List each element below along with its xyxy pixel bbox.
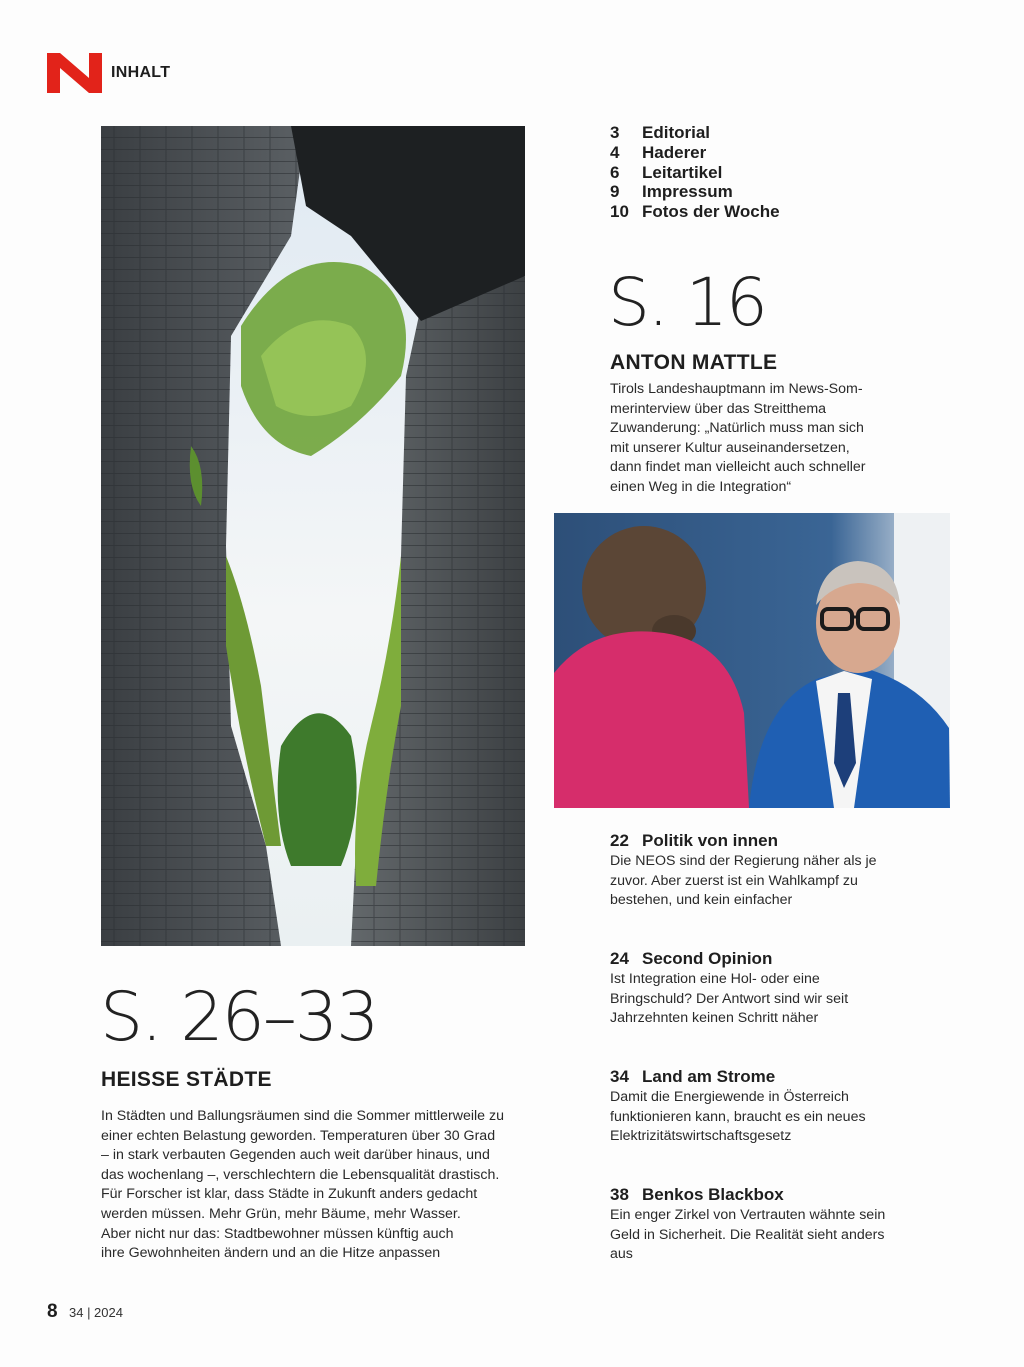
teaser-line: merinterview über das Streitthema: [610, 400, 827, 417]
toc-description: Ein enger Zirkel von Vertrauten wähnte sein Geld in Sicherheit. Die Realität sieht anders aus: [610, 1207, 886, 1263]
toc-entry[interactable]: [610, 1185, 910, 1265]
teaser-line: In Städten und Ballungsräumen sind die Sommer mittlerweile zu: [101, 1108, 504, 1124]
news-logo-icon: [47, 53, 102, 93]
toc-description: Ist Integration eine Hol- oder eine Bringschuld? Der Antwort sind wir seit Jahrzehnten keinen Schritt näher: [610, 971, 849, 1027]
toc-page-number: 22: [610, 831, 629, 850]
teaser-line: – in stark verbauten Gegenden auch weit darüber hinaus, und: [101, 1147, 490, 1164]
issue-number: 34 | 2024: [69, 1305, 123, 1320]
courtyard-photo: [101, 126, 525, 946]
toc-title: Politik von innen: [642, 831, 779, 850]
toc-title: Leitartikel: [642, 162, 723, 182]
toc-page-number: 24: [610, 949, 629, 968]
teaser-line: Aber nicht nur das: Stadtbewohner müssen künftig auch: [101, 1225, 454, 1242]
teaser-line: Zuwanderung: „Natürlich muss man sich: [610, 420, 864, 437]
toc-title: Editorial: [642, 123, 711, 142]
toc-entry[interactable]: [610, 1067, 910, 1147]
toc-page-number: 10: [610, 202, 629, 222]
feature-title[interactable]: HEISSE STÄDTE: [101, 1068, 272, 1091]
teaser-line: einen Weg in die Integration“: [610, 478, 792, 495]
toc-row[interactable]: [610, 202, 970, 222]
toc-row[interactable]: [610, 163, 970, 183]
toc-row[interactable]: [610, 123, 970, 143]
toc-page-number: 3: [610, 123, 620, 142]
toc-title: Second Opinion: [642, 949, 773, 968]
feature-page-number: S. 16: [608, 264, 766, 341]
feature-page-number: S. 26–33: [100, 978, 378, 1057]
toc-page-number: 34: [610, 1067, 629, 1086]
toc-description: Damit die Energiewende in Österreich funktionieren kann, braucht es ein neues Elektrizitätswirtschaftsgesetz: [610, 1089, 866, 1145]
teaser-line: mit unserer Kultur auseinandersetzen,: [610, 439, 850, 456]
toc-row[interactable]: [610, 182, 970, 202]
toc-row[interactable]: [610, 143, 970, 163]
toc-entry[interactable]: [610, 949, 910, 1029]
toc-page-number: 6: [610, 162, 620, 182]
interview-photo: [554, 513, 950, 808]
toc-page-number: 4: [610, 142, 620, 162]
teaser-line: Für Forscher ist klar, dass Städte in Zukunft anders gedacht: [101, 1186, 478, 1203]
teaser-line: Tirols Landeshauptmann im News-Som-: [610, 381, 863, 397]
toc-title: Impressum: [642, 182, 733, 202]
toc-title: Fotos der Woche: [642, 202, 780, 222]
teaser-line: dann findet man vielleicht auch schneller: [610, 459, 866, 476]
teaser-line: das wochenlang –, verschlechtern die Lebensqualität drastisch.: [101, 1166, 500, 1183]
toc-title: Benkos Blackbox: [642, 1185, 784, 1204]
teaser-line: werden müssen. Mehr Grün, mehr Bäume, mehr Wasser.: [101, 1205, 461, 1222]
teaser-line: ihre Gewohnheiten ändern und an die Hitze anpassen: [101, 1245, 441, 1262]
toc-entry[interactable]: [610, 831, 910, 911]
feature-title[interactable]: ANTON MATTLE: [610, 351, 778, 374]
feature-teaser: [610, 380, 895, 498]
toc-title: Land am Strome: [642, 1067, 776, 1086]
page-number: 8: [47, 1301, 58, 1322]
toc-page-number: 9: [610, 182, 620, 202]
toc-title: Haderer: [642, 142, 707, 162]
quick-toc: [610, 123, 970, 222]
toc-description: Die NEOS sind der Regierung näher als je zuvor. Aber zuerst ist ein Wahlkampf zu bestehen, und kein einfacher: [610, 853, 877, 909]
toc-page-number: 38: [610, 1185, 629, 1204]
teaser-line: einer echten Belastung geworden. Temperaturen über 30 Grad: [101, 1127, 496, 1144]
section-label: INHALT: [111, 64, 171, 81]
feature-teaser: [101, 1107, 526, 1264]
